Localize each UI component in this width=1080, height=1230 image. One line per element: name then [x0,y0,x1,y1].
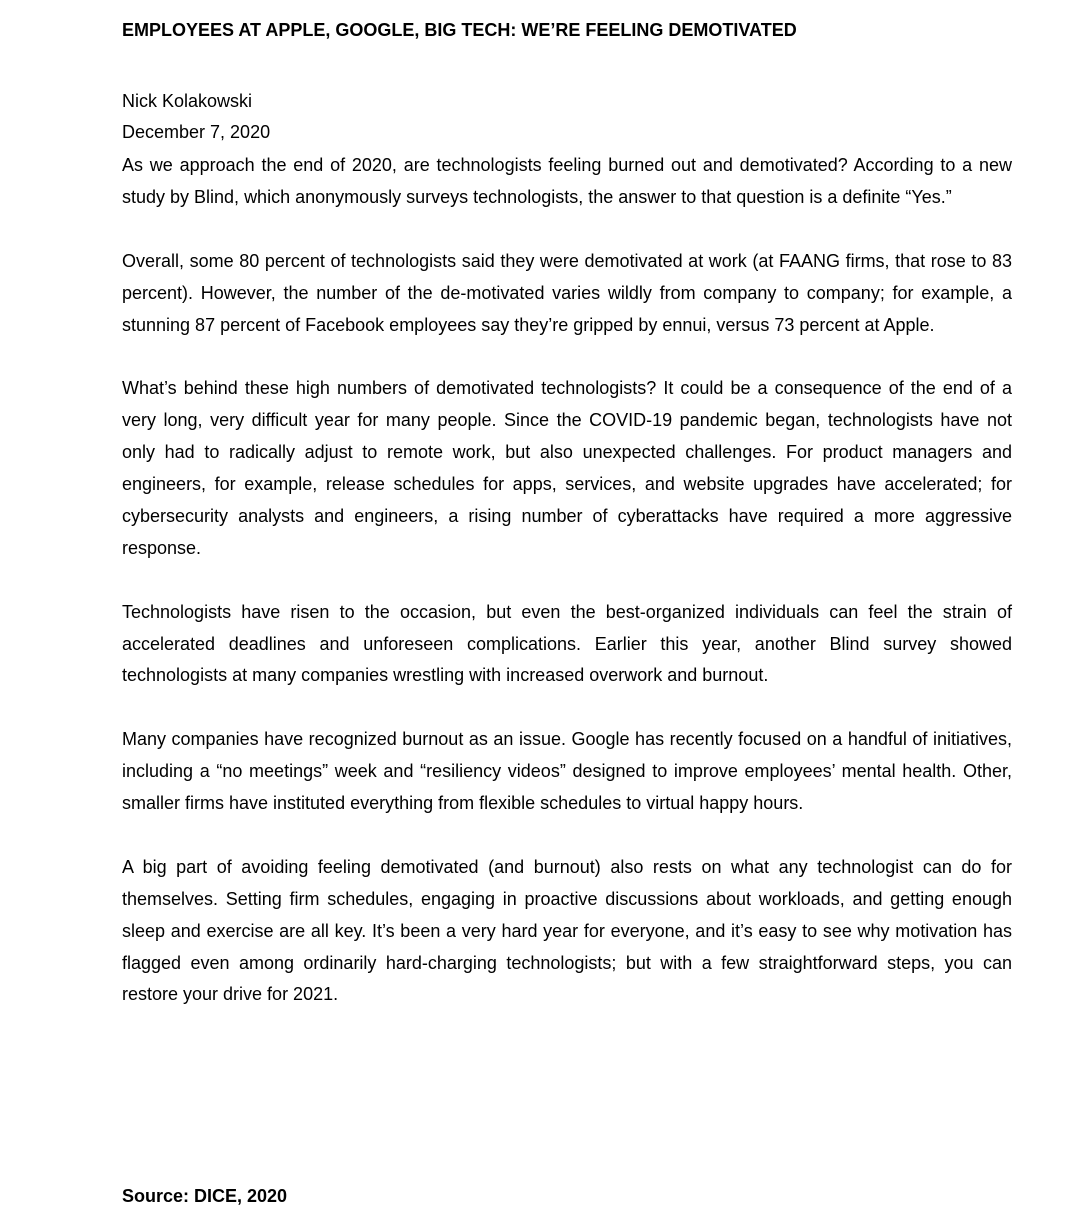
author-name: Nick Kolakowski [122,91,253,111]
paragraph: Many companies have recognized burnout as an issue. Google has recently focused on a handful of initiatives, including a “no meetings” week and “resiliency videos” designed to improve employees’ mental health. Other, smaller firms have instituted everything from flexible schedules to virtual happy hours. [122,729,1012,814]
article-title: EMPLOYEES AT APPLE, GOOGLE, BIG TECH: WE’RE FEELING DEMOTIVATED [122,20,797,40]
paragraph: As we approach the end of 2020, are technologists feeling burned out and demotivated? According to a new study by Blind, which anonymously surveys technologists, the answer to that question is a definite “Yes.” [122,155,1012,207]
article-body [122,150,1012,1011]
paragraph: A big part of avoiding feeling demotivated (and burnout) also rests on what any technologist can do for themselves. Setting firm schedules, engaging in proactive discussions about workloads, and getting enough sleep and exercise are all key. It’s been a very hard year for everyone, and it’s easy to see why motivation has flagged even among ordinarily hard-charging technologists; but with a few straightforward steps, you can restore your drive for 2021. [122,856,1012,1005]
paragraph: Technologists have risen to the occasion, but even the best-organized individuals can feel the strain of accelerated deadlines and unforeseen complications. Earlier this year, another Blind survey showed technologists at many companies wrestling with increased overwork and burnout. [122,601,1012,686]
paragraph: What’s behind these high numbers of demotivated technologists? It could be a consequence of the end of a very long, very difficult year for many people. Since the COVID-19 pandemic began, technologists have not only had to radically adjust to remote work, but also unexpected challenges. For product managers and engineers, for example, release schedules for apps, services, and website upgrades have accelerated; for cybersecurity analysts and engineers, a rising number of cyberattacks have required a more aggressive response. [122,378,1012,558]
publish-date: December 7, 2020 [122,122,271,142]
article-meta [122,86,1012,148]
source-citation: Source: DICE, 2020 [122,1186,288,1206]
paragraph: Overall, some 80 percent of technologists said they were demotivated at work (at FAANG firms, that rose to 83 percent). However, the number of the de-motivated varies wildly from company to company; for example, a stunning 87 percent of Facebook employees say they’re gripped by ennui, versus 73 percent at Apple. [122,250,1012,335]
